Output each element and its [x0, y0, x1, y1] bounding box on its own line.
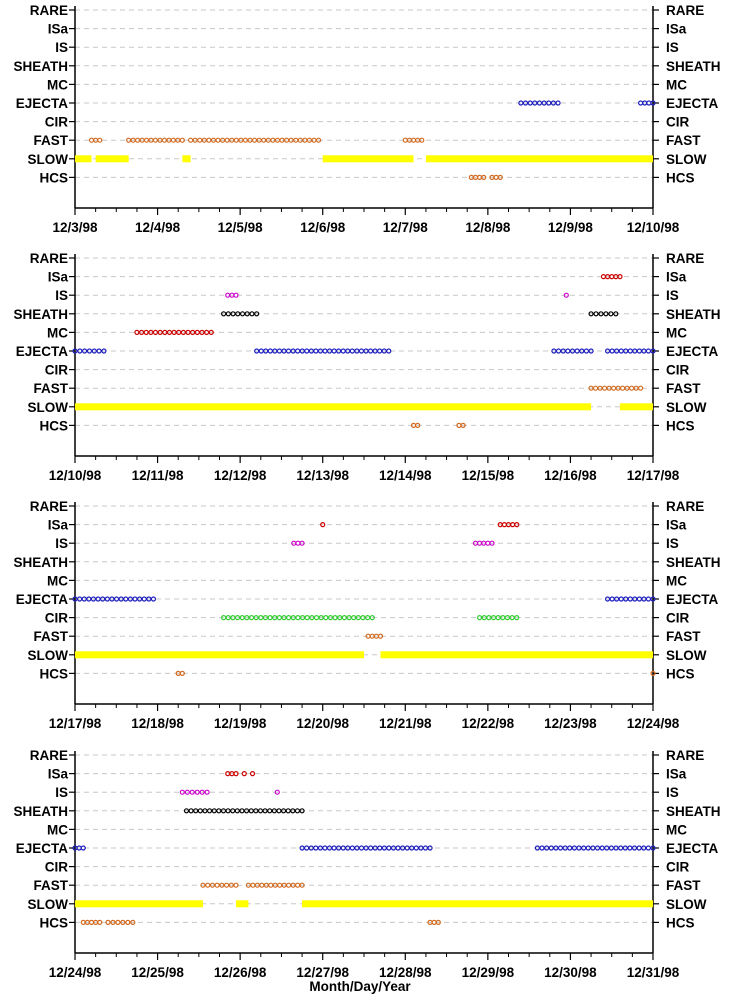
- y-tick-label-right: SLOW: [666, 151, 707, 167]
- ejecta-point: [296, 349, 300, 353]
- y-tick-label-left: CIR: [44, 114, 68, 130]
- y-tick-label-left: FAST: [33, 133, 68, 149]
- isa-point: [242, 772, 246, 776]
- hcs-point: [116, 920, 120, 924]
- y-tick-label-left: SHEATH: [13, 58, 68, 74]
- y-tick-label-right: SLOW: [666, 647, 707, 663]
- x-tick-label: 12/31/98: [626, 965, 680, 980]
- y-tick-label-left: FAST: [33, 629, 68, 645]
- slow-wind-bar: [75, 900, 203, 907]
- y-tick-label-right: ISa: [666, 517, 687, 533]
- hcs-point: [106, 920, 110, 924]
- cir-point: [305, 616, 309, 620]
- slow-wind-bar: [75, 155, 92, 162]
- chart-panel-4: [13, 748, 720, 980]
- y-tick-label-left: EJECTA: [15, 592, 68, 607]
- ejecta-point: [646, 349, 650, 353]
- cir-point: [287, 616, 291, 620]
- fast-point: [225, 883, 229, 887]
- y-tick-label-left: IS: [55, 40, 68, 56]
- ejecta-point: [637, 846, 641, 850]
- slow-wind-bar: [381, 651, 653, 658]
- y-tick-label-right: FAST: [666, 629, 701, 645]
- sheath-point: [594, 312, 598, 316]
- y-tick-label-left: ISa: [47, 269, 68, 285]
- y-tick-label-right: SHEATH: [666, 554, 721, 570]
- y-tick-label-right: RARE: [666, 251, 705, 266]
- ejecta-point: [359, 349, 363, 353]
- y-tick-label-left: IS: [55, 288, 68, 304]
- cir-point: [315, 616, 319, 620]
- x-tick-label: 12/21/98: [379, 716, 432, 731]
- x-tick-label: 12/4/98: [135, 220, 181, 235]
- ejecta-point: [314, 349, 318, 353]
- y-tick-label-left: ISa: [47, 21, 68, 37]
- y-tick-label-right: IS: [666, 785, 679, 801]
- ejecta-point: [646, 846, 650, 850]
- y-tick-label-right: SLOW: [666, 896, 707, 912]
- x-tick-label: 12/23/98: [544, 716, 597, 731]
- ejecta-point: [637, 349, 641, 353]
- y-tick-label-right: SHEATH: [666, 58, 721, 74]
- x-tick-label: 12/10/98: [48, 468, 102, 483]
- y-tick-label-right: EJECTA: [666, 344, 719, 359]
- ejecta-point: [96, 597, 100, 601]
- slow-wind-bar: [96, 155, 129, 162]
- x-tick-label: 12/14/98: [379, 468, 432, 483]
- y-tick-label-right: MC: [666, 77, 687, 93]
- ejecta-point: [332, 846, 336, 850]
- x-tick-label: 12/29/98: [461, 965, 515, 980]
- y-tick-label-left: RARE: [29, 251, 68, 266]
- y-tick-label-left: CIR: [44, 610, 68, 626]
- y-tick-label-left: SHEATH: [13, 306, 68, 322]
- y-tick-label-left: EJECTA: [15, 344, 68, 359]
- fast-point: [287, 883, 291, 887]
- y-tick-label-left: EJECTA: [15, 96, 68, 111]
- y-tick-label-right: SHEATH: [666, 306, 721, 322]
- x-tick-label: 12/18/98: [131, 716, 184, 731]
- fast-point: [98, 138, 102, 142]
- ejecta-point: [639, 101, 643, 105]
- cir-point: [296, 616, 300, 620]
- fast-point: [612, 386, 616, 390]
- y-tick-label-right: ISa: [666, 766, 687, 782]
- x-tick-label: 12/28/98: [379, 965, 432, 980]
- y-tick-label-left: SLOW: [27, 399, 68, 415]
- slow-wind-bar: [75, 403, 591, 410]
- ejecta-point: [105, 597, 109, 601]
- fast-point: [296, 883, 300, 887]
- ejecta-point: [600, 846, 604, 850]
- ejecta-point: [350, 846, 354, 850]
- x-tick-label: 12/15/98: [461, 468, 515, 483]
- y-tick-label-right: HCS: [666, 666, 695, 682]
- x-tick-label: 12/6/98: [300, 220, 346, 235]
- y-tick-label-right: CIR: [666, 859, 690, 875]
- slow-wind-bar: [302, 900, 653, 907]
- y-tick-label-left: HCS: [39, 418, 68, 434]
- y-tick-label-left: RARE: [29, 748, 68, 763]
- ejecta-point: [584, 349, 588, 353]
- slow-wind-bar: [236, 900, 248, 907]
- y-tick-label-left: MC: [47, 77, 68, 93]
- ejecta-point: [575, 349, 579, 353]
- y-tick-label-right: EJECTA: [666, 592, 719, 607]
- x-tick-label: 12/5/98: [217, 220, 263, 235]
- x-tick-label: 12/24/98: [626, 716, 680, 731]
- ejecta-point: [568, 846, 572, 850]
- ejecta-point: [557, 349, 561, 353]
- x-tick-label: 12/30/98: [544, 965, 597, 980]
- ejecta-point: [549, 846, 553, 850]
- x-tick-label: 12/19/98: [213, 716, 267, 731]
- x-tick-label: 12/7/98: [382, 220, 428, 235]
- chart-panel-1: [13, 3, 720, 235]
- is-point: [296, 541, 300, 545]
- slow-wind-bar: [75, 651, 364, 658]
- isa-point: [251, 772, 255, 776]
- slow-wind-bar: [620, 403, 653, 410]
- y-tick-label-left: SLOW: [27, 896, 68, 912]
- y-tick-label-right: RARE: [666, 499, 705, 514]
- y-tick-label-right: FAST: [666, 133, 701, 149]
- ejecta-point: [540, 846, 544, 850]
- hcs-point: [98, 920, 102, 924]
- chart-panel-3: [13, 499, 720, 731]
- y-tick-label-left: SHEATH: [13, 554, 68, 570]
- sheath-point: [295, 809, 299, 813]
- ejecta-point: [619, 846, 623, 850]
- x-tick-label: 12/26/98: [213, 965, 267, 980]
- ejecta-point: [610, 597, 614, 601]
- ejecta-point: [277, 349, 281, 353]
- fast-point: [621, 386, 625, 390]
- x-tick-label: 12/3/98: [52, 220, 98, 235]
- fast-point: [639, 386, 643, 390]
- y-tick-label-right: HCS: [666, 418, 695, 434]
- x-tick-label: 12/8/98: [465, 220, 511, 235]
- y-tick-label-right: CIR: [666, 610, 690, 626]
- ejecta-point: [646, 597, 650, 601]
- y-tick-label-left: MC: [47, 822, 68, 838]
- ejecta-point: [547, 101, 551, 105]
- ejecta-point: [628, 846, 632, 850]
- x-tick-label: 12/20/98: [296, 716, 349, 731]
- ejecta-point: [537, 101, 541, 105]
- y-tick-label-right: MC: [666, 822, 687, 838]
- ejecta-point: [323, 349, 327, 353]
- x-tick-label: 12/12/98: [213, 468, 267, 483]
- ejecta-point: [314, 846, 318, 850]
- y-tick-label-right: RARE: [666, 748, 705, 763]
- isa-point: [610, 275, 614, 279]
- fast-point: [594, 386, 598, 390]
- y-tick-label-right: RARE: [666, 3, 705, 18]
- y-tick-label-right: CIR: [666, 362, 690, 378]
- fast-point: [269, 883, 273, 887]
- y-tick-label-left: RARE: [29, 3, 68, 18]
- ejecta-point: [305, 349, 309, 353]
- ejecta-point: [610, 349, 614, 353]
- y-tick-label-right: ISa: [666, 269, 687, 285]
- fast-point: [260, 883, 264, 887]
- x-tick-label: 12/27/98: [296, 965, 349, 980]
- y-tick-label-right: IS: [666, 536, 679, 552]
- x-tick-label: 12/24/98: [48, 965, 102, 980]
- y-tick-label-right: IS: [666, 40, 679, 56]
- ejecta-point: [151, 597, 155, 601]
- ejecta-point: [287, 349, 291, 353]
- ejecta-point: [332, 349, 336, 353]
- y-tick-label-left: MC: [47, 325, 68, 341]
- ejecta-point: [124, 597, 128, 601]
- x-tick-label: 12/9/98: [547, 220, 593, 235]
- hcs-point: [81, 920, 85, 924]
- x-tick-label: 12/11/98: [131, 468, 184, 483]
- x-tick-label: 12/17/98: [626, 468, 680, 483]
- y-tick-label-left: CIR: [44, 362, 68, 378]
- ejecta-point: [637, 597, 641, 601]
- ejecta-point: [87, 349, 91, 353]
- fast-point: [90, 138, 94, 142]
- y-tick-label-right: ISa: [666, 21, 687, 37]
- y-tick-label-right: HCS: [666, 915, 695, 931]
- y-tick-label-left: SHEATH: [13, 803, 68, 819]
- ejecta-point: [341, 846, 345, 850]
- ejecta-point: [647, 101, 651, 105]
- slow-wind-bar: [323, 155, 414, 162]
- y-tick-label-right: SHEATH: [666, 803, 721, 819]
- y-tick-label-left: CIR: [44, 859, 68, 875]
- y-tick-label-left: HCS: [39, 666, 68, 682]
- x-tick-label: 12/25/98: [131, 965, 184, 980]
- sheath-point: [604, 312, 608, 316]
- x-tick-label: 12/13/98: [296, 468, 349, 483]
- ejecta-point: [566, 349, 570, 353]
- ejecta-point: [619, 597, 623, 601]
- y-tick-label-right: MC: [666, 325, 687, 341]
- y-tick-label-right: FAST: [666, 878, 701, 894]
- ejecta-point: [619, 349, 623, 353]
- hcs-point: [494, 175, 498, 179]
- x-tick-label: 12/17/98: [48, 716, 102, 731]
- x-tick-label: 12/16/98: [544, 468, 597, 483]
- y-tick-label-right: IS: [666, 288, 679, 304]
- ejecta-point: [628, 597, 632, 601]
- ejecta-point: [305, 846, 309, 850]
- y-tick-label-right: EJECTA: [666, 96, 719, 111]
- y-tick-label-left: HCS: [39, 170, 68, 186]
- ejecta-point: [81, 846, 85, 850]
- fast-point: [278, 883, 282, 887]
- ejecta-point: [556, 101, 560, 105]
- fast-point: [603, 386, 607, 390]
- y-tick-label-left: FAST: [33, 381, 68, 397]
- fast-point: [206, 883, 210, 887]
- y-tick-label-right: CIR: [666, 114, 690, 130]
- slow-wind-bar: [426, 155, 653, 162]
- y-tick-label-left: HCS: [39, 915, 68, 931]
- y-tick-label-left: ISa: [47, 766, 68, 782]
- ejecta-point: [628, 349, 632, 353]
- y-tick-label-left: RARE: [29, 499, 68, 514]
- y-tick-label-left: IS: [55, 785, 68, 801]
- ejecta-point: [369, 349, 373, 353]
- x-axis-title: Month/Day/Year: [309, 979, 411, 994]
- ejecta-point: [115, 597, 119, 601]
- y-tick-label-right: MC: [666, 573, 687, 589]
- ejecta-point: [323, 846, 327, 850]
- y-tick-label-left: EJECTA: [15, 841, 68, 856]
- x-tick-label: 12/10/98: [626, 220, 680, 235]
- fast-point: [630, 386, 634, 390]
- y-tick-label-right: HCS: [666, 170, 695, 186]
- ejecta-point: [528, 101, 532, 105]
- y-tick-label-right: EJECTA: [666, 841, 719, 856]
- y-tick-label-left: MC: [47, 573, 68, 589]
- ejecta-point: [350, 349, 354, 353]
- y-tick-label-right: SLOW: [666, 399, 707, 415]
- ejecta-point: [609, 846, 613, 850]
- y-tick-label-right: FAST: [666, 381, 701, 397]
- y-tick-label-left: IS: [55, 536, 68, 552]
- y-tick-label-left: SLOW: [27, 647, 68, 663]
- isa-point: [601, 275, 605, 279]
- fast-point: [215, 883, 219, 887]
- ejecta-point: [341, 349, 345, 353]
- chart-panel-2: [13, 251, 720, 483]
- x-tick-label: 12/22/98: [461, 716, 515, 731]
- y-tick-label-left: SLOW: [27, 151, 68, 167]
- y-tick-label-left: FAST: [33, 878, 68, 894]
- ejecta-point: [359, 846, 363, 850]
- y-tick-label-left: ISa: [47, 517, 68, 533]
- ejecta-point: [97, 349, 101, 353]
- is-point: [564, 293, 568, 297]
- hcs-point: [90, 920, 94, 924]
- slow-wind-bar: [182, 155, 190, 162]
- fast-point: [251, 883, 255, 887]
- ejecta-point: [559, 846, 563, 850]
